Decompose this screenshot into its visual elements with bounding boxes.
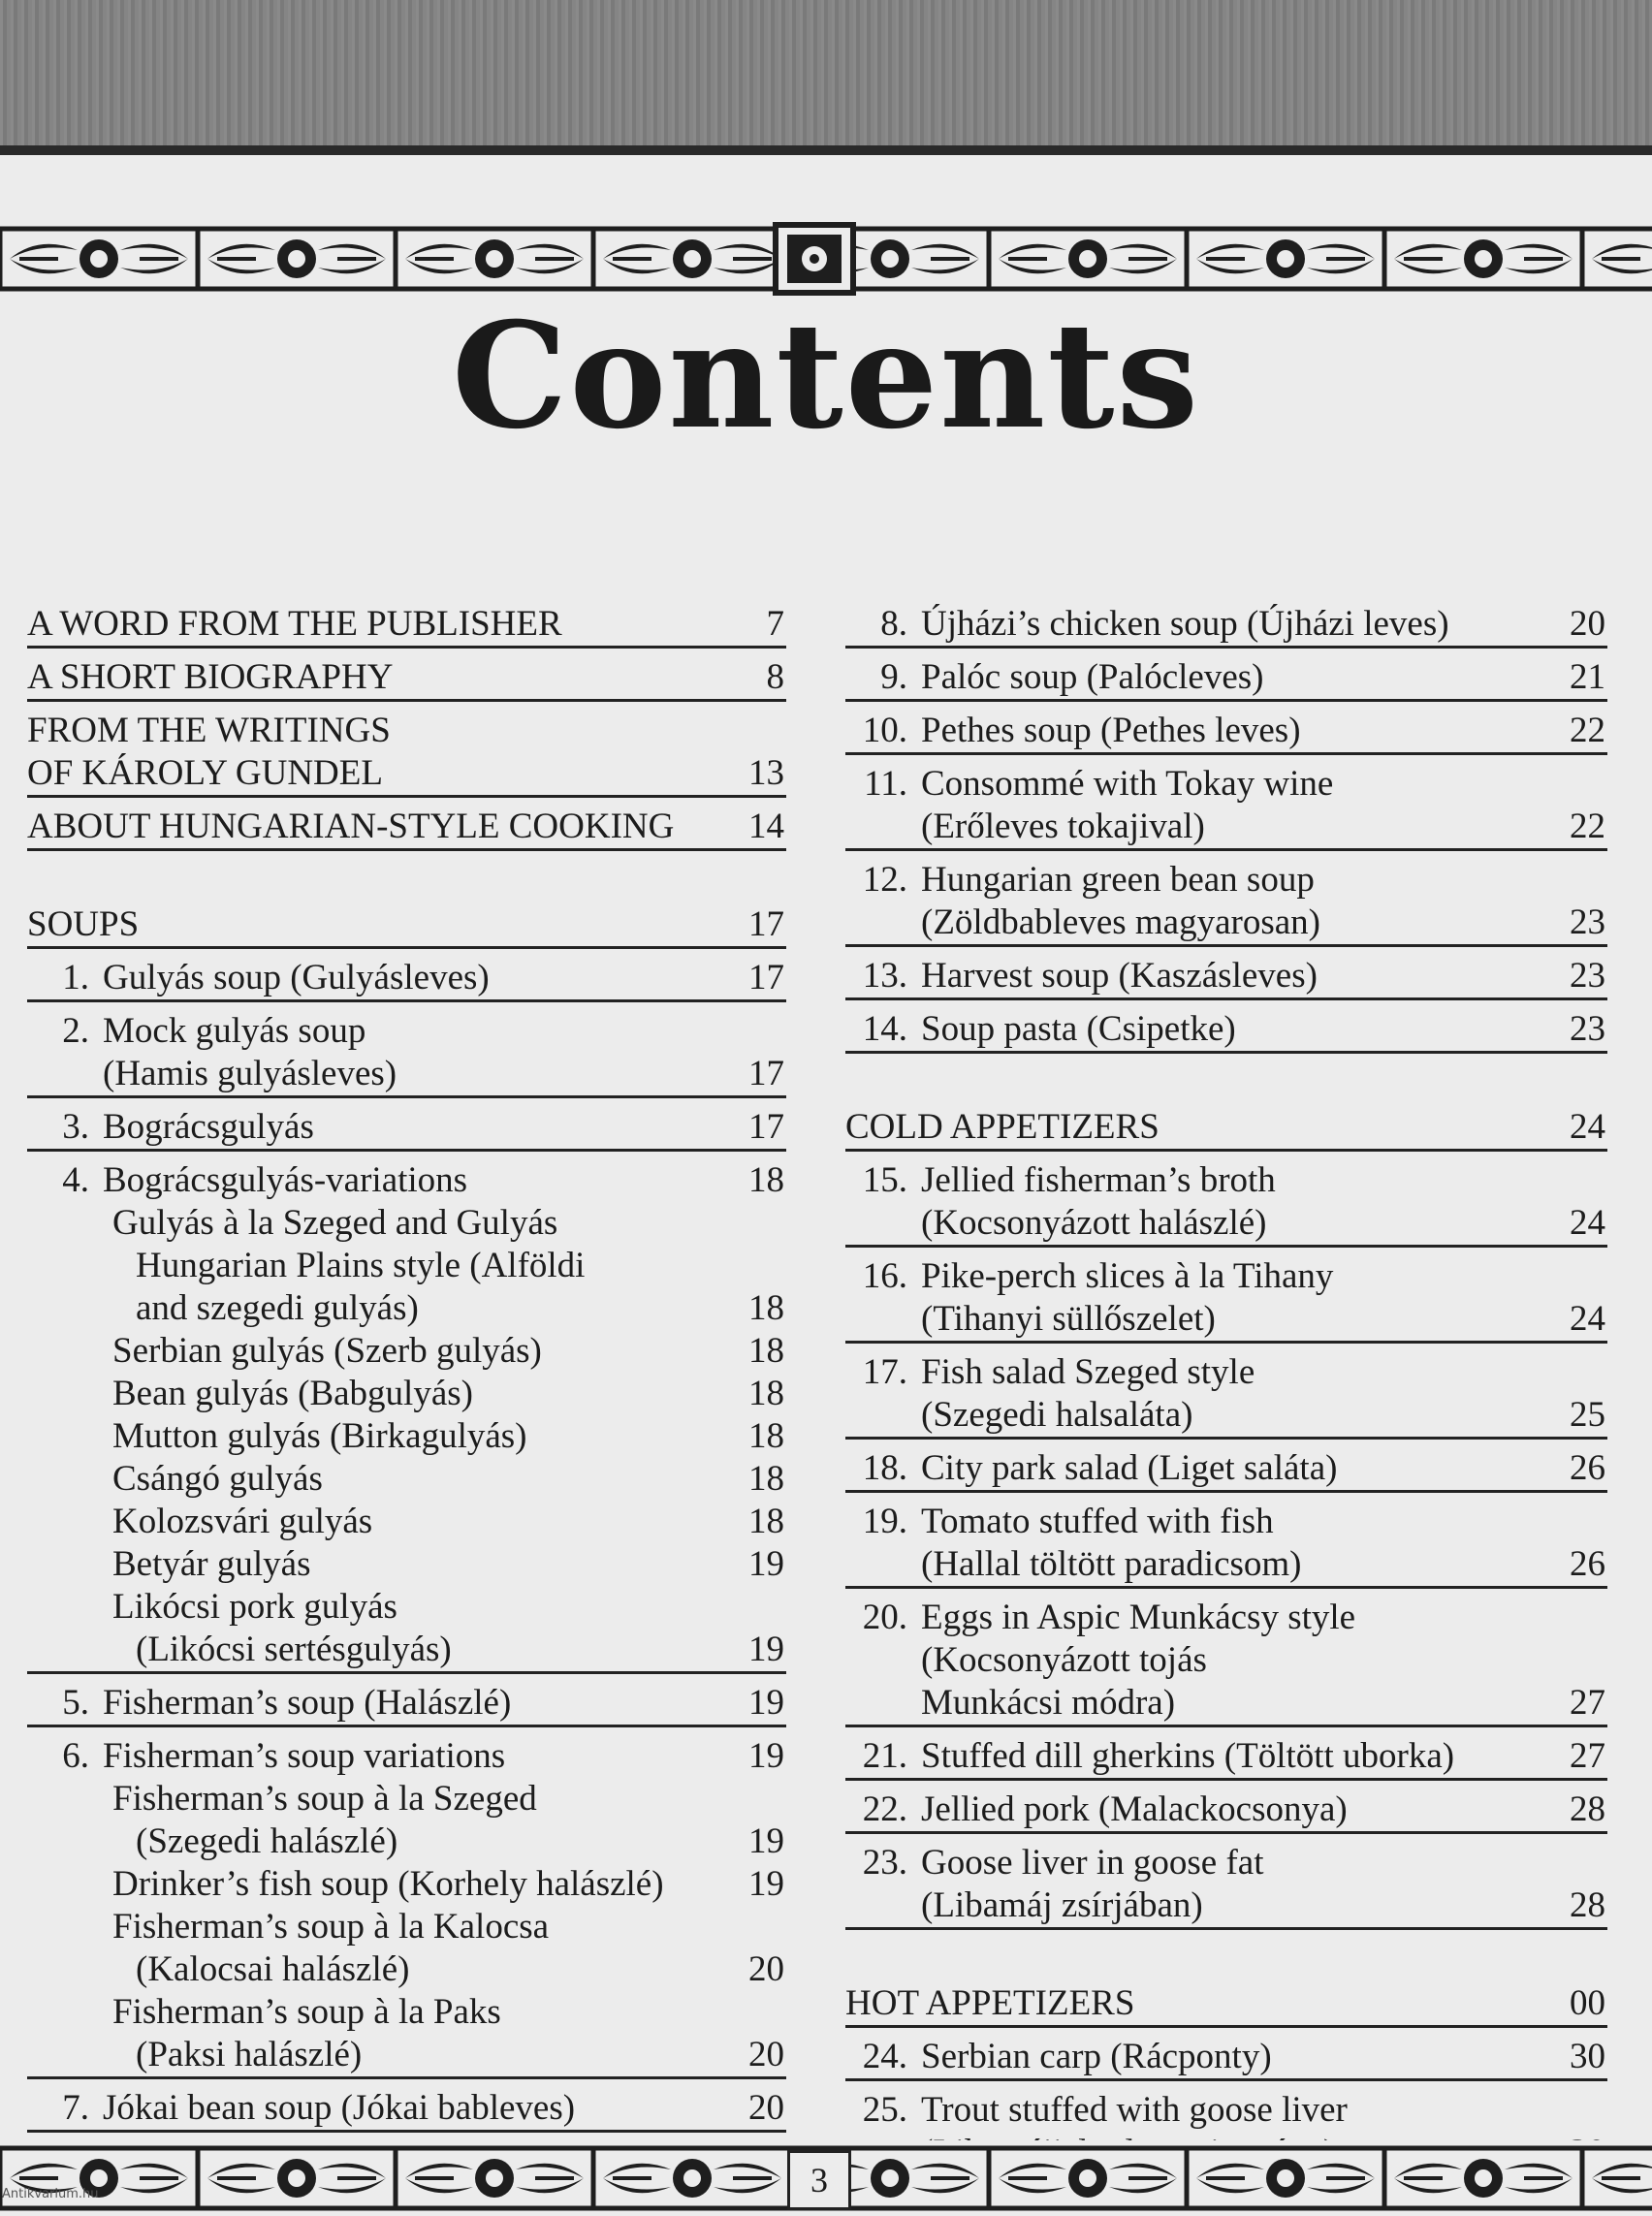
toc-entry-text: (Kalocsai halászlé) <box>136 1949 410 1989</box>
toc-entry-number: 24. <box>862 2037 907 2076</box>
section-gap <box>845 1061 1607 1106</box>
toc-entry-text: (Zöldbableves magyarosan) <box>921 902 1320 942</box>
toc-page-number: 24 <box>1570 1299 1605 1339</box>
toc-entry <box>845 955 1607 1000</box>
toc-entry-text: Fisherman’s soup à la Kalocsa <box>112 1907 550 1947</box>
toc-subentry <box>27 1863 786 1906</box>
toc-entry-number: 7. <box>62 2088 89 2128</box>
toc-page-number: 26 <box>1570 1448 1605 1488</box>
toc-subentry <box>27 1458 786 1501</box>
toc-entry <box>27 957 786 1002</box>
toc-entry-text: Mock gulyás soup <box>103 1011 366 1051</box>
toc-entry-number: 17. <box>862 1352 907 1392</box>
toc-page-number: 17 <box>748 1054 784 1093</box>
toc-page-number: 17 <box>748 958 784 997</box>
toc-page-number: 30 <box>1570 2037 1605 2076</box>
toc-entry-text: (Kocsonyázott halászlé) <box>921 1203 1267 1243</box>
section-gap <box>845 1938 1607 1982</box>
toc-entry <box>845 1842 1607 1930</box>
toc-entry-text: Hungarian green bean soup <box>921 860 1315 900</box>
toc-entry <box>27 1106 786 1152</box>
toc-entry-text: Bean gulyás (Babgulyás) <box>112 1374 473 1413</box>
toc-entry <box>845 710 1607 755</box>
toc-page-number: 28 <box>1570 1885 1605 1925</box>
toc-entry-text: Fish salad Szeged style <box>921 1352 1255 1392</box>
toc-entry-text: Mutton gulyás (Birkagulyás) <box>112 1416 527 1456</box>
toc-entry <box>845 603 1607 649</box>
toc-subentry <box>27 1906 786 1991</box>
toc-entry-number: 10. <box>862 711 907 750</box>
toc-entry-text: Fisherman’s soup à la Szeged <box>112 1779 537 1819</box>
toc-entry-text: Betyár gulyás <box>112 1544 311 1584</box>
toc-subentry <box>27 1415 786 1458</box>
toc-entry-text: and szegedi gulyás) <box>136 1288 419 1328</box>
toc-entry-text: Fisherman’s soup (Halászlé) <box>103 1683 512 1723</box>
toc-page-number: 19 <box>748 1736 784 1776</box>
toc-entry-text: Palóc soup (Palócleves) <box>921 657 1264 697</box>
toc-entry-text: Likócsi pork gulyás <box>112 1587 397 1627</box>
toc-page-number: 18 <box>748 1288 784 1328</box>
toc-page-number: 21 <box>1570 657 1605 697</box>
toc-entry-text: Goose liver in goose fat <box>921 1843 1264 1883</box>
toc-subentry <box>27 1543 786 1586</box>
toc-page-number: 17 <box>748 904 784 944</box>
toc-entry-text: COLD APPETIZERS <box>845 1107 1160 1147</box>
toc-subentry <box>27 1330 786 1373</box>
toc-entry-number: 21. <box>862 1736 907 1776</box>
toc-entry-text: Serbian gulyás (Szerb gulyás) <box>112 1331 542 1371</box>
contents-left-column <box>27 603 786 2140</box>
toc-page-number: 00 <box>1570 1983 1605 2023</box>
page-number: 3 <box>787 2150 851 2210</box>
toc-entry-number: 22. <box>862 1789 907 1829</box>
toc-entry <box>27 1735 786 1778</box>
toc-page-number: 20 <box>748 1949 784 1989</box>
toc-section-heading <box>27 656 786 702</box>
toc-page-number: 27 <box>1570 1736 1605 1776</box>
toc-section-heading <box>27 806 786 851</box>
toc-subentry <box>27 1373 786 1415</box>
toc-entry-number: 20. <box>862 1598 907 1637</box>
toc-entry-text: SOUPS <box>27 904 140 944</box>
toc-page-number: 19 <box>748 1864 784 1904</box>
toc-entry-number: 14. <box>862 1009 907 1049</box>
toc-entry-text: Serbian carp (Rácponty) <box>921 2037 1272 2076</box>
toc-entry-text: Gulyás à la Szeged and Gulyás <box>112 1203 558 1243</box>
toc-entry-text: OF KÁROLY GUNDEL <box>27 753 383 793</box>
toc-page-number: 27 <box>1570 1683 1605 1723</box>
toc-subentry <box>27 1202 786 1330</box>
toc-page-number: 19 <box>748 1544 784 1584</box>
toc-entry-text: (Erőleves tokajival) <box>921 807 1205 846</box>
toc-entry-text: Trout stuffed with goose liver <box>921 2090 1348 2130</box>
ornamental-border-top <box>0 221 1652 297</box>
toc-entry-text: Jellied pork (Malackocsonya) <box>921 1789 1348 1829</box>
toc-entry-text: FROM THE WRITINGS <box>27 711 391 750</box>
toc-entry <box>845 1447 1607 1493</box>
toc-entry-number: 12. <box>862 860 907 900</box>
toc-section-heading <box>27 710 786 798</box>
toc-page-number: 18 <box>748 1374 784 1413</box>
toc-entry-text: (Hamis gulyásleves) <box>103 1054 397 1093</box>
toc-entry-text: Soup pasta (Csipetke) <box>921 1009 1236 1049</box>
toc-entry-number: 15. <box>862 1160 907 1200</box>
toc-entry-number: 4. <box>62 1160 89 1200</box>
toc-entry-text: Bográcsgulyás-variations <box>103 1160 468 1200</box>
toc-entry-number: 5. <box>62 1683 89 1723</box>
toc-page-number: 18 <box>748 1416 784 1456</box>
toc-entry <box>845 2036 1607 2081</box>
toc-entry <box>845 1597 1607 1727</box>
toc-entry-text: City park salad (Liget saláta) <box>921 1448 1338 1488</box>
toc-page-number: 19 <box>748 1821 784 1861</box>
toc-entry <box>845 763 1607 851</box>
toc-entry <box>27 2087 786 2133</box>
toc-entry-number: 23. <box>862 1843 907 1883</box>
toc-entry <box>845 1159 1607 1248</box>
toc-entry-text: Eggs in Aspic Munkácsy style <box>921 1598 1356 1637</box>
toc-subentry <box>27 1586 786 1674</box>
toc-entry-text: Drinker’s fish soup (Korhely halászlé) <box>112 1864 664 1904</box>
toc-page-number: 26 <box>1570 1544 1605 1584</box>
toc-entry-text: (Hallal töltött paradicsom) <box>921 1544 1302 1584</box>
toc-entry-text: Stuffed dill gherkins (Töltött uborka) <box>921 1736 1455 1776</box>
toc-page-number: 22 <box>1570 807 1605 846</box>
toc-entry-number: 19. <box>862 1502 907 1541</box>
toc-section-heading <box>845 1982 1607 2028</box>
section-gap <box>27 859 786 903</box>
toc-entry <box>27 1159 786 1202</box>
toc-entry-text: Gulyás soup (Gulyásleves) <box>103 958 490 997</box>
toc-entry-text: A SHORT BIOGRAPHY <box>27 657 394 697</box>
toc-page-number: 23 <box>1570 956 1605 996</box>
toc-page-number: 13 <box>748 753 784 793</box>
toc-subentry <box>27 1501 786 1543</box>
contents-right-column <box>845 603 1607 2185</box>
toc-entry-text: Munkácsi módra) <box>921 1683 1176 1723</box>
toc-page-number: 20 <box>748 2035 784 2074</box>
toc-entry-number: 18. <box>862 1448 907 1488</box>
toc-entry-text: Jellied fisherman’s broth <box>921 1160 1276 1200</box>
toc-entry-text: Fisherman’s soup à la Paks <box>112 1992 501 2032</box>
toc-entry-number: 13. <box>862 956 907 996</box>
watermark: Antikvarium.hu <box>2 2187 99 2201</box>
toc-entry-text: Kolozsvári gulyás <box>112 1502 373 1541</box>
toc-entry-text: (Likócsi sertésgulyás) <box>136 1630 452 1669</box>
toc-entry <box>845 1008 1607 1054</box>
toc-entry-number: 1. <box>62 958 89 997</box>
toc-entry-text: (Tihanyi süllőszelet) <box>921 1299 1216 1339</box>
toc-page-number: 23 <box>1570 1009 1605 1049</box>
toc-section-heading <box>27 903 786 949</box>
toc-page-number: 28 <box>1570 1789 1605 1829</box>
toc-page-number: 24 <box>1570 1107 1605 1147</box>
page-title: Contents <box>451 291 1200 461</box>
toc-entry-text: Újházi’s chicken soup (Újházi leves) <box>921 604 1449 644</box>
toc-page-number: 19 <box>748 1630 784 1669</box>
toc-entry-text: HOT APPETIZERS <box>845 1983 1135 2023</box>
toc-entry-number: 2. <box>62 1011 89 1051</box>
toc-page-number: 22 <box>1570 711 1605 750</box>
toc-page-number: 19 <box>748 1683 784 1723</box>
toc-entry-text: Tomato stuffed with fish <box>921 1502 1274 1541</box>
toc-entry <box>845 1789 1607 1834</box>
toc-entry-text: (Kocsonyázott tojás <box>921 1640 1207 1680</box>
toc-entry-text: Csángó gulyás <box>112 1459 323 1499</box>
toc-entry <box>27 1010 786 1098</box>
toc-entry-text: (Szegedi halsaláta) <box>921 1395 1193 1435</box>
toc-entry <box>845 1255 1607 1344</box>
toc-entry-text: Jókai bean soup (Jókai bableves) <box>103 2088 576 2128</box>
toc-entry-number: 8. <box>880 604 907 644</box>
toc-page-number: 18 <box>748 1160 784 1200</box>
toc-entry-text: Pethes soup (Pethes leves) <box>921 711 1301 750</box>
toc-entry-text: (Libamáj zsírjában) <box>921 1885 1203 1925</box>
toc-page-number: 7 <box>766 604 784 644</box>
toc-entry <box>845 859 1607 947</box>
toc-entry-text: Fisherman’s soup variations <box>103 1736 506 1776</box>
toc-entry <box>27 1682 786 1727</box>
toc-entry-text: Harvest soup (Kaszásleves) <box>921 956 1318 996</box>
toc-entry-text: ABOUT HUNGARIAN-STYLE COOKING <box>27 807 675 846</box>
background-surface <box>0 0 1652 165</box>
toc-entry-text: Pike-perch slices à la Tihany <box>921 1256 1334 1296</box>
toc-subentry <box>27 1778 786 1863</box>
toc-entry <box>845 1351 1607 1440</box>
toc-entry-text: Bográcsgulyás <box>103 1107 314 1147</box>
toc-page-number: 20 <box>748 2088 784 2128</box>
toc-page-number: 14 <box>748 807 784 846</box>
toc-entry <box>845 1501 1607 1589</box>
toc-page-number: 18 <box>748 1331 784 1371</box>
toc-page-number: 18 <box>748 1459 784 1499</box>
toc-page-number: 24 <box>1570 1203 1605 1243</box>
toc-entry-number: 16. <box>862 1256 907 1296</box>
toc-entry-text: Hungarian Plains style (Alföldi <box>136 1246 586 1285</box>
toc-entry-text: A WORD FROM THE PUBLISHER <box>27 604 562 644</box>
toc-entry-text: Consommé with Tokay wine <box>921 764 1334 804</box>
toc-page-number: 23 <box>1570 902 1605 942</box>
toc-entry-number: 3. <box>62 1107 89 1147</box>
toc-entry-number: 9. <box>880 657 907 697</box>
toc-subentry <box>27 1991 786 2079</box>
toc-entry-text: (Paksi halászlé) <box>136 2035 363 2074</box>
toc-section-heading <box>27 603 786 649</box>
toc-entry <box>845 1735 1607 1781</box>
toc-page-number: 18 <box>748 1502 784 1541</box>
toc-page-number: 25 <box>1570 1395 1605 1435</box>
toc-page-number: 8 <box>766 657 784 697</box>
toc-section-heading <box>845 1106 1607 1152</box>
toc-entry-number: 6. <box>62 1736 89 1776</box>
toc-page-number: 20 <box>1570 604 1605 644</box>
toc-page-number: 17 <box>748 1107 784 1147</box>
toc-entry-number: 25. <box>862 2090 907 2130</box>
toc-entry-number: 11. <box>864 764 907 804</box>
toc-entry <box>845 656 1607 702</box>
toc-entry-text: (Szegedi halászlé) <box>136 1821 398 1861</box>
